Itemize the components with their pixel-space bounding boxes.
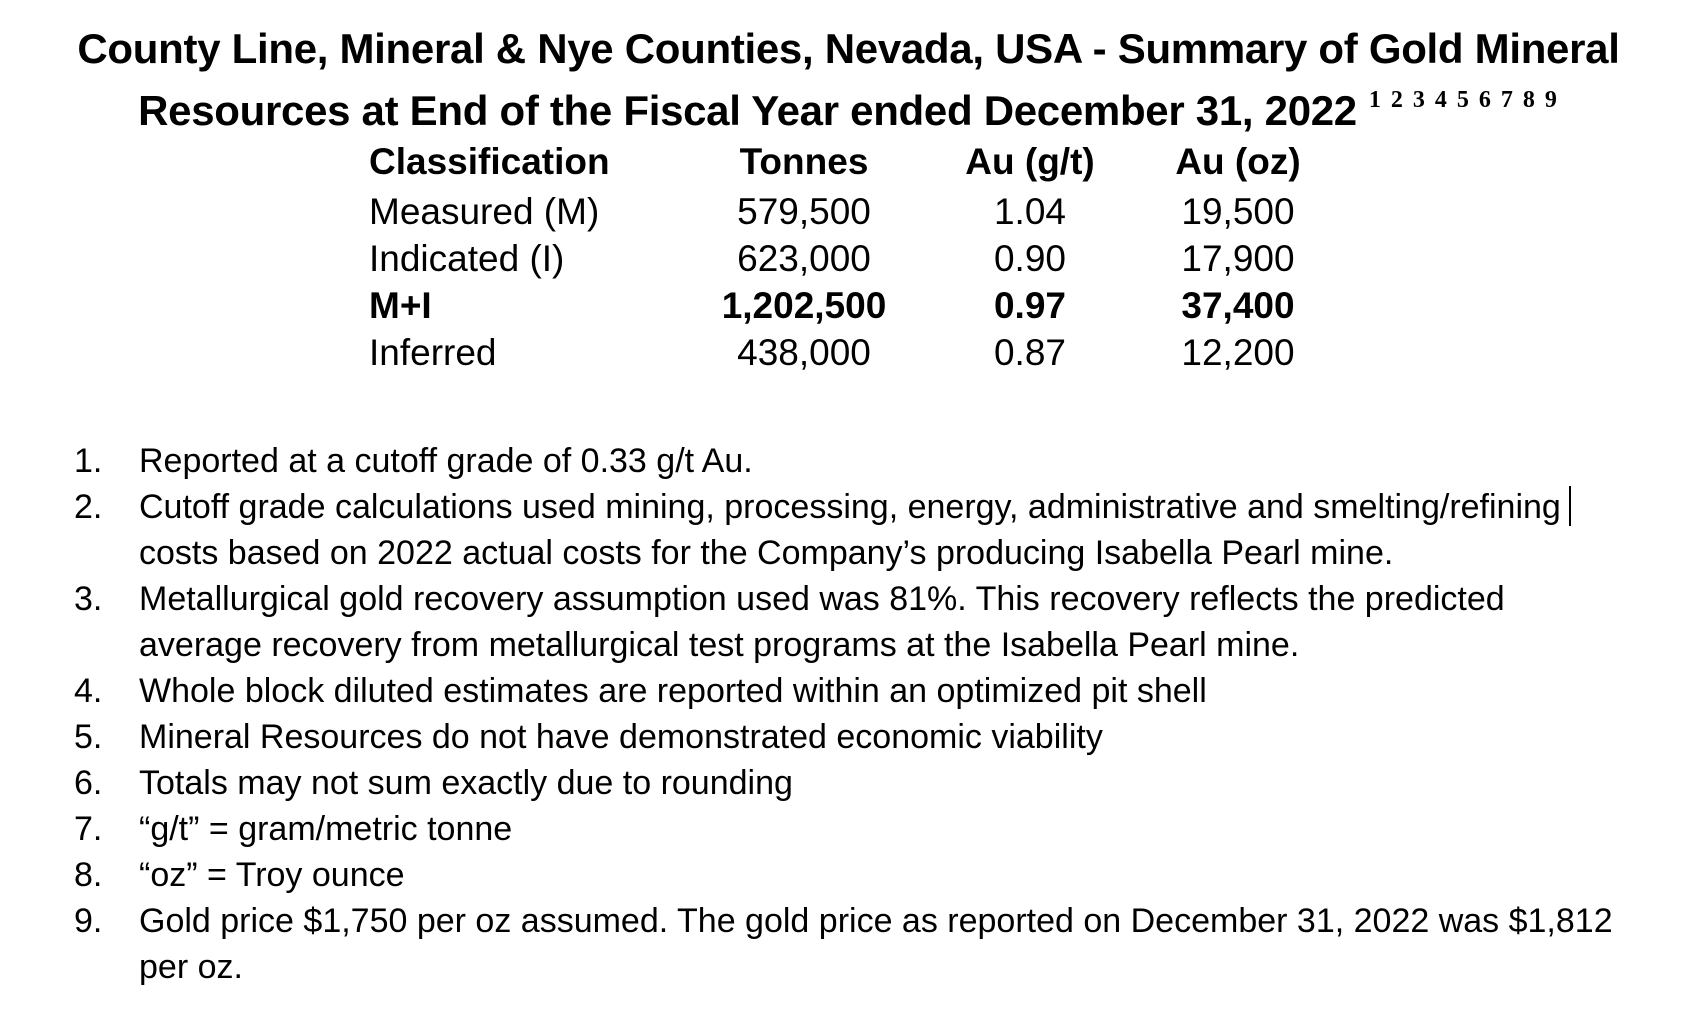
row-classification: Indicated (I) (369, 238, 565, 279)
row-grade-total: 0.97 (993, 285, 1066, 326)
footnote-number: 9. (74, 902, 103, 940)
footnote-text-line (139, 484, 1679, 531)
footnote-text: Mineral Resources do not have demonstrated economic viability (139, 718, 1103, 756)
row-ounces: 19,500 (1181, 191, 1295, 232)
row-tonnes-total: 1,202,500 (721, 285, 887, 326)
header-classification: Classification (369, 141, 610, 182)
footnote-marks: 1 2 3 4 5 6 7 8 9 (1368, 87, 1559, 113)
footnote-text: Reported at a cutoff grade of 0.33 g/t Au. (139, 442, 753, 480)
page-title-line-2 (0, 75, 1697, 136)
page-title-line-2-text: Resources at End of the Fiscal Year ended December 31, 2022 (138, 87, 1357, 134)
row-classification: Inferred (369, 332, 497, 373)
row-classification: Measured (M) (369, 191, 600, 232)
row-tonnes: 579,500 (737, 191, 871, 232)
row-classification-total: M+I (369, 285, 432, 326)
footnote-number: 5. (74, 718, 103, 756)
footnote-number: 1. (74, 442, 103, 480)
header-ounces: Au (oz) (1175, 141, 1301, 182)
footnote-text: “oz” = Troy ounce (139, 856, 405, 894)
footnote-number: 2. (74, 488, 103, 526)
row-ounces: 12,200 (1181, 332, 1295, 373)
footnote-text: Metallurgical gold recovery assumption used was 81%. This recovery reflects the predicted (139, 580, 1505, 618)
footnote-text: costs based on 2022 actual costs for the Company’s producing Isabella Pearl mine. (139, 534, 1394, 572)
row-tonnes: 623,000 (737, 238, 871, 279)
footnote-text: per oz. (139, 948, 243, 986)
row-grade: 1.04 (993, 191, 1066, 232)
footnote-text: Whole block diluted estimates are reported within an optimized pit shell (139, 672, 1207, 710)
footnote-text: “g/t” = gram/metric tonne (139, 810, 513, 848)
header-tonnes: Tonnes (739, 141, 869, 182)
footnote-number: 3. (74, 580, 103, 618)
footnote-number: 6. (74, 764, 103, 802)
footnote-text: Totals may not sum exactly due to rounding (139, 764, 793, 802)
footnote-number: 4. (74, 672, 103, 710)
footnote-number: 7. (74, 810, 103, 848)
row-grade: 0.87 (993, 332, 1066, 373)
footnote-text: Cutoff grade calculations used mining, processing, energy, administrative and smelting/refining (139, 488, 1561, 526)
footnote-number: 8. (74, 856, 103, 894)
text-cursor (1569, 486, 1571, 526)
row-tonnes: 438,000 (737, 332, 871, 373)
footnote-text: Gold price $1,750 per oz assumed. The gold price as reported on December 31, 2022 was $1,812 (139, 902, 1613, 940)
row-grade: 0.90 (993, 238, 1066, 279)
page-title-line-1: County Line, Mineral & Nye Counties, Nevada, USA - Summary of Gold Mineral (77, 25, 1620, 72)
row-ounces-total: 37,400 (1181, 285, 1295, 326)
row-ounces: 17,900 (1181, 238, 1295, 279)
header-grade: Au (g/t) (965, 141, 1095, 182)
footnote-text: average recovery from metallurgical test programs at the Isabella Pearl mine. (139, 626, 1300, 664)
